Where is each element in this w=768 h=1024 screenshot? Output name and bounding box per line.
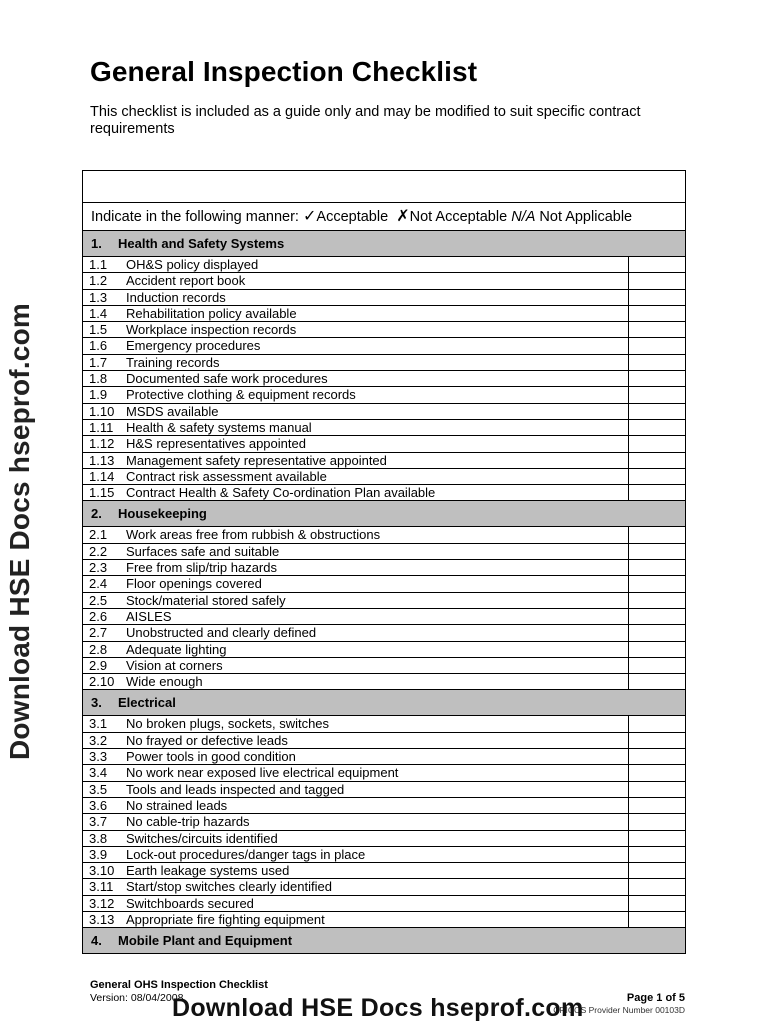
- item-number: 2.5: [89, 592, 108, 608]
- item-description-cell: [83, 658, 629, 673]
- item-text: Health & safety systems manual: [126, 419, 312, 435]
- item-text: No strained leads: [126, 797, 228, 813]
- checklist-item-row: [83, 782, 685, 798]
- item-check-cell[interactable]: [629, 733, 685, 748]
- item-check-cell[interactable]: [629, 404, 685, 419]
- item-text: Switchboards secured: [126, 895, 254, 911]
- item-number: 1.2: [89, 273, 108, 289]
- item-description-cell: [83, 453, 629, 468]
- item-description-cell: [83, 831, 629, 846]
- item-text: Earth leakage systems used: [126, 863, 290, 879]
- item-description-cell: [83, 371, 629, 386]
- item-description-cell: [83, 749, 629, 764]
- item-number: 2.10: [89, 674, 115, 690]
- not-applicable-label: Not Applicable: [539, 209, 633, 225]
- item-description-cell: [83, 782, 629, 797]
- item-number: 3.12: [89, 895, 115, 911]
- item-text: Accident report book: [126, 273, 246, 289]
- item-description-cell: [83, 273, 629, 288]
- item-number: 2.1: [89, 527, 108, 543]
- checklist-item-row: [83, 798, 685, 814]
- section-number: 3.: [91, 695, 102, 711]
- item-description-cell: [83, 544, 629, 559]
- item-number: 1.8: [89, 371, 108, 387]
- checklist-item-row: [83, 306, 685, 322]
- item-check-cell[interactable]: [629, 896, 685, 911]
- bottom-watermark: Download HSE Docs hseprof.com: [172, 994, 584, 1022]
- item-description-cell: [83, 355, 629, 370]
- item-text: No work near exposed live electrical equipment: [126, 765, 399, 781]
- blank-header-row: [83, 171, 685, 203]
- item-check-cell[interactable]: [629, 560, 685, 575]
- item-check-cell[interactable]: [629, 831, 685, 846]
- item-text: No broken plugs, sockets, switches: [126, 716, 330, 732]
- item-description-cell: [83, 290, 629, 305]
- item-check-cell[interactable]: [629, 485, 685, 500]
- section-number: 4.: [91, 933, 102, 949]
- item-description-cell: [83, 765, 629, 780]
- item-check-cell[interactable]: [629, 879, 685, 894]
- page-title: General Inspection Checklist: [90, 56, 478, 87]
- checklist-item-row: [83, 896, 685, 912]
- item-description-cell: [83, 469, 629, 484]
- checklist-item-row: [83, 544, 685, 560]
- item-number: 1.3: [89, 289, 108, 305]
- checklist-item-row: [83, 609, 685, 625]
- item-check-cell[interactable]: [629, 322, 685, 337]
- item-number: 1.10: [89, 403, 115, 419]
- checklist-item-row: [83, 453, 685, 469]
- checklist-item-row: [83, 831, 685, 847]
- item-number: 1.14: [89, 468, 115, 484]
- item-number: 3.4: [89, 765, 108, 781]
- item-text: Unobstructed and clearly defined: [126, 625, 317, 641]
- item-check-cell[interactable]: [629, 420, 685, 435]
- checklist-item-row: [83, 469, 685, 485]
- item-number: 2.4: [89, 576, 108, 592]
- item-description-cell: [83, 404, 629, 419]
- checklist-item-row: [83, 290, 685, 306]
- item-description-cell: [83, 847, 629, 862]
- item-check-cell[interactable]: [629, 765, 685, 780]
- item-check-cell[interactable]: [629, 782, 685, 797]
- item-number: 1.4: [89, 305, 108, 321]
- checklist-item-row: [83, 420, 685, 436]
- item-description-cell: [83, 485, 629, 500]
- item-text: Documented safe work procedures: [126, 371, 328, 387]
- section-number: 1.: [91, 236, 102, 251]
- item-text: Rehabilitation policy available: [126, 305, 297, 321]
- checklist-table: [82, 170, 686, 954]
- sections-container: [83, 231, 685, 954]
- checklist-item-row: [83, 485, 685, 501]
- item-number: 3.8: [89, 830, 108, 846]
- item-text: Management safety representative appointed: [126, 452, 387, 468]
- checklist-item-row: [83, 355, 685, 371]
- item-check-cell[interactable]: [629, 912, 685, 927]
- checklist-item-row: [83, 576, 685, 592]
- item-number: 1.5: [89, 322, 108, 338]
- item-text: Tools and leads inspected and tagged: [126, 781, 345, 797]
- section-title: Health and Safety Systems: [118, 236, 285, 251]
- checklist-item-row: [83, 674, 685, 690]
- section-header: [83, 231, 685, 257]
- item-number: 3.11: [89, 879, 114, 895]
- section-title: Mobile Plant and Equipment: [118, 933, 293, 949]
- footer-version: Version: 08/04/2008: [90, 992, 184, 1004]
- item-text: Induction records: [126, 289, 226, 305]
- item-check-cell[interactable]: [629, 625, 685, 640]
- item-text: No cable-trip hazards: [126, 814, 250, 830]
- item-number: 1.6: [89, 338, 108, 354]
- item-text: OH&S policy displayed: [126, 257, 259, 272]
- item-number: 3.6: [89, 797, 108, 813]
- not-acceptable-label: Not Acceptable: [409, 209, 508, 225]
- item-text: Contract risk assessment available: [126, 468, 327, 484]
- footer-page-number: Page 1 of 5: [626, 992, 685, 1004]
- checklist-item-row: [83, 371, 685, 387]
- checklist-item-row: [83, 273, 685, 289]
- item-check-cell[interactable]: [629, 436, 685, 451]
- checklist-item-row: [83, 322, 685, 338]
- item-text: Work areas free from rubbish & obstructions: [126, 527, 381, 543]
- item-description-cell: [83, 338, 629, 353]
- checklist-item-row: [83, 527, 685, 543]
- item-description-cell: [83, 387, 629, 402]
- section-title: Electrical: [118, 695, 176, 711]
- item-check-cell[interactable]: [629, 658, 685, 673]
- item-text: No frayed or defective leads: [126, 732, 288, 748]
- checklist-item-row: [83, 814, 685, 830]
- checklist-item-row: [83, 404, 685, 420]
- item-check-cell[interactable]: [629, 453, 685, 468]
- item-description-cell: [83, 609, 629, 624]
- item-number: 1.11: [89, 419, 114, 435]
- item-number: 3.13: [89, 911, 115, 927]
- item-number: 1.9: [89, 387, 108, 403]
- section-header: [83, 690, 685, 716]
- item-number: 3.9: [89, 846, 108, 862]
- item-check-cell[interactable]: [629, 257, 685, 272]
- item-description-cell: [83, 716, 629, 731]
- item-description-cell: [83, 912, 629, 927]
- item-text: MSDS available: [126, 403, 219, 419]
- section-header: [83, 928, 685, 954]
- item-text: Wide enough: [126, 674, 203, 690]
- item-check-cell[interactable]: [629, 593, 685, 608]
- checklist-item-row: [83, 257, 685, 273]
- checklist-item-row: [83, 879, 685, 895]
- item-text: Contract Health & Safety Co-ordination Plan available: [126, 485, 436, 501]
- item-description-cell: [83, 896, 629, 911]
- item-description-cell: [83, 625, 629, 640]
- checklist-item-row: [83, 436, 685, 452]
- item-check-cell[interactable]: [629, 273, 685, 288]
- footer-document-name: General OHS Inspection Checklist: [90, 979, 268, 991]
- item-number: 1.15: [89, 485, 115, 501]
- item-check-cell[interactable]: [629, 290, 685, 305]
- item-description-cell: [83, 863, 629, 878]
- item-number: 1.12: [89, 436, 115, 452]
- na-abbrev: N/A: [511, 209, 536, 225]
- checklist-item-row: [83, 560, 685, 576]
- item-number: 3.5: [89, 781, 108, 797]
- intro-text: This checklist is included as a guide only and may be modified to suit specific contract requirements: [90, 104, 641, 137]
- item-text: Floor openings covered: [126, 576, 262, 592]
- checklist-item-row: [83, 387, 685, 403]
- item-description-cell: [83, 560, 629, 575]
- instruction-row: [83, 203, 685, 231]
- item-description-cell: [83, 420, 629, 435]
- item-check-cell[interactable]: [629, 469, 685, 484]
- item-check-cell[interactable]: [629, 371, 685, 386]
- item-text: Lock-out procedures/danger tags in place: [126, 846, 366, 862]
- item-description-cell: [83, 593, 629, 608]
- item-check-cell[interactable]: [629, 847, 685, 862]
- item-text: Vision at corners: [126, 657, 223, 673]
- item-number: 3.2: [89, 732, 108, 748]
- item-text: Training records: [126, 354, 220, 370]
- item-number: 3.3: [89, 749, 108, 765]
- item-check-cell[interactable]: [629, 716, 685, 731]
- item-check-cell[interactable]: [629, 527, 685, 542]
- item-check-cell[interactable]: [629, 387, 685, 402]
- item-text: Switches/circuits identified: [126, 830, 278, 846]
- item-text: Protective clothing & equipment records: [126, 387, 356, 403]
- checklist-item-row: [83, 912, 685, 928]
- item-description-cell: [83, 257, 629, 272]
- item-description-cell: [83, 798, 629, 813]
- item-text: AISLES: [126, 608, 172, 624]
- item-number: 1.1: [89, 257, 108, 272]
- checklist-item-row: [83, 749, 685, 765]
- checklist-item-row: [83, 338, 685, 354]
- checkmark-icon: ✓: [303, 208, 317, 225]
- footer-provider-number: CRICOS Provider Number 00103D: [553, 1005, 685, 1015]
- checklist-item-row: [83, 716, 685, 732]
- side-watermark: Download HSE Docs hseprof.com: [4, 303, 35, 760]
- item-description-cell: [83, 733, 629, 748]
- item-text: Start/stop switches clearly identified: [126, 879, 332, 895]
- item-number: 2.3: [89, 560, 108, 576]
- item-description-cell: [83, 306, 629, 321]
- checklist-item-row: [83, 733, 685, 749]
- item-number: 2.2: [89, 543, 108, 559]
- item-text: Surfaces safe and suitable: [126, 543, 280, 559]
- item-description-cell: [83, 527, 629, 542]
- checklist-item-row: [83, 593, 685, 609]
- checklist-item-row: [83, 847, 685, 863]
- item-check-cell[interactable]: [629, 338, 685, 353]
- item-check-cell[interactable]: [629, 642, 685, 657]
- cross-icon: ✗: [396, 208, 410, 225]
- checklist-item-row: [83, 625, 685, 641]
- item-number: 2.6: [89, 608, 108, 624]
- section-header: [83, 501, 685, 527]
- item-number: 3.7: [89, 814, 108, 830]
- item-check-cell[interactable]: [629, 544, 685, 559]
- section-title: Housekeeping: [118, 506, 207, 522]
- acceptable-label: Acceptable: [316, 209, 389, 225]
- item-text: Power tools in good condition: [126, 749, 296, 765]
- section-number: 2.: [91, 506, 102, 522]
- item-check-cell[interactable]: [629, 609, 685, 624]
- item-number: 1.13: [89, 452, 115, 468]
- item-text: Stock/material stored safely: [126, 592, 286, 608]
- item-description-cell: [83, 322, 629, 337]
- item-description-cell: [83, 674, 629, 689]
- item-description-cell: [83, 576, 629, 591]
- checklist-item-row: [83, 765, 685, 781]
- item-text: Free from slip/trip hazards: [126, 560, 277, 576]
- item-check-cell[interactable]: [629, 674, 685, 689]
- item-number: 3.1: [89, 716, 108, 732]
- item-description-cell: [83, 814, 629, 829]
- item-text: Appropriate fire fighting equipment: [126, 911, 325, 927]
- item-number: 2.9: [89, 657, 108, 673]
- item-check-cell[interactable]: [629, 814, 685, 829]
- item-number: 1.7: [89, 354, 108, 370]
- item-number: 2.8: [89, 641, 108, 657]
- item-number: 3.10: [89, 863, 115, 879]
- item-check-cell[interactable]: [629, 749, 685, 764]
- item-text: Adequate lighting: [126, 641, 227, 657]
- item-check-cell[interactable]: [629, 863, 685, 878]
- item-check-cell[interactable]: [629, 355, 685, 370]
- item-text: Workplace inspection records: [126, 322, 297, 338]
- item-check-cell[interactable]: [629, 576, 685, 591]
- instruction-prefix: Indicate in the following manner:: [91, 209, 299, 225]
- item-description-cell: [83, 436, 629, 451]
- item-text: Emergency procedures: [126, 338, 261, 354]
- item-description-cell: [83, 642, 629, 657]
- checklist-item-row: [83, 658, 685, 674]
- item-check-cell[interactable]: [629, 798, 685, 813]
- checklist-item-row: [83, 642, 685, 658]
- checklist-item-row: [83, 863, 685, 879]
- item-number: 2.7: [89, 625, 108, 641]
- item-description-cell: [83, 879, 629, 894]
- item-text: H&S representatives appointed: [126, 436, 306, 452]
- item-check-cell[interactable]: [629, 306, 685, 321]
